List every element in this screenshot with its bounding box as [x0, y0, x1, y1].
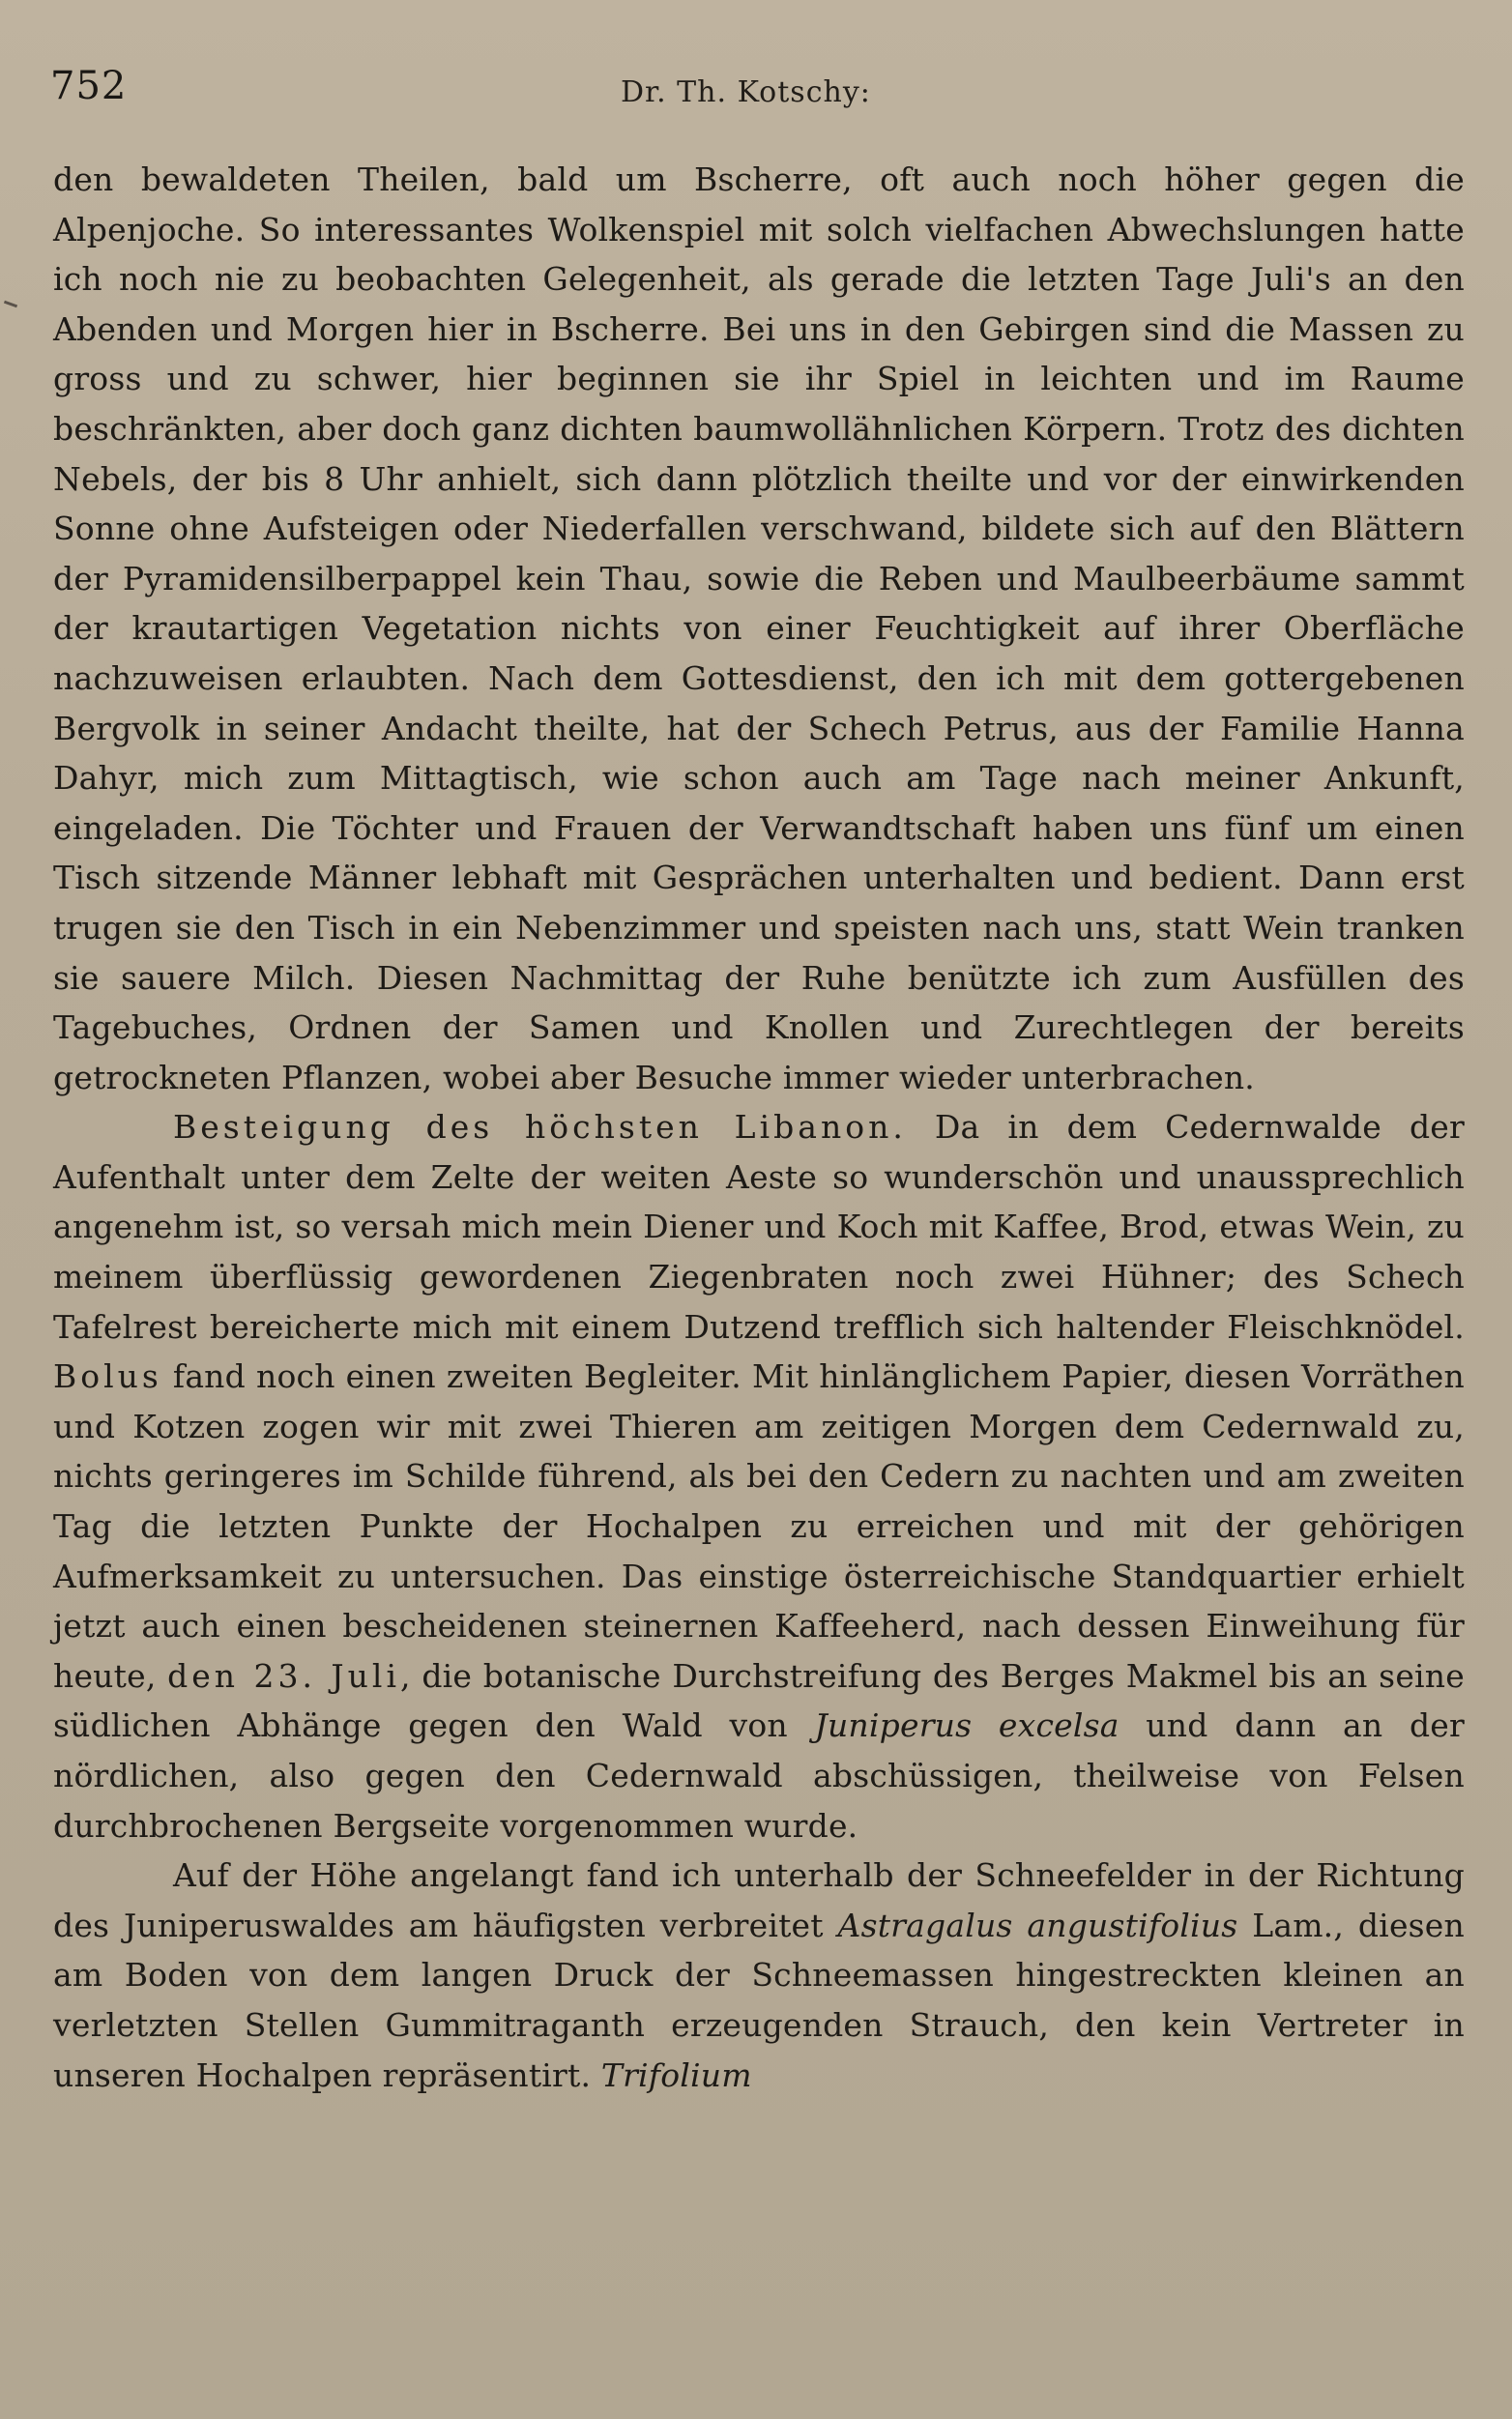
species-name: Trifolium — [600, 2055, 752, 2094]
page-header — [50, 64, 1442, 110]
paragraph-2-text-c: , die botanische Durchstreifung des Berges Makmel bis an seine südlichen Abhänge gegen den Wald von — [53, 1656, 1465, 1745]
paragraph-3-text-a: Auf der Höhe angelangt fand ich unterhalb der Schneefelder in der Richtung des Juniperuswaldes am häufigsten verbreitet — [53, 1856, 1465, 1944]
species-name: Astragalus angustifolius — [837, 1906, 1238, 1944]
paragraph-2-text-b: fand noch einen zweiten Begleiter. Mit hinlänglichem Papier, diesen Vorräthen und Kotzen zogen wir mit zwei Thieren am zeitigen Morgen dem Cedernwald zu, nichts geringeres im Schilde führend, als bei den Cedern zu nachten und am zweiten Tag die letzten Punkte der Hochalpen zu erreichen und mit der gehörigen Aufmerksamkeit zu untersuchen. Das einstige österreichische Standquartier erhielt jetzt auch einen bescheidenen steinernen Kaffeeherd, nach dessen Einweihung für heute, — [53, 1357, 1465, 1695]
margin-mark — [4, 301, 17, 308]
paragraph-3-text-b: Lam., diesen am Boden von dem langen Druck der Schneemassen hingestreckten kleinen an verletzten Stellen Gummitraganth erzeugenden Strauch, den kein Vertreter in unseren Hochalpen repräsentirt. — [53, 1906, 1465, 2094]
paragraph-2 — [53, 1102, 1465, 1851]
paragraph-1: den bewaldeten Theilen, bald um Bscherre, oft auch noch höher gegen die Alpenjoche. So interessantes Wolkenspiel mit solch vielfachen Abwechslungen hatte ich noch nie zu beobachten Gelegenheit, als gerade die letzten Tage Juli's an den Abenden und Morgen hier in Bscherre. Bei uns in den Gebirgen sind die Massen zu gross und zu schwer, hier beginnen sie ihr Spiel in leichten und im Raume beschränkten, aber doch ganz dichten baumwollähnlichen Körpern. Trotz des dichten Nebels, der bis 8 Uhr anhielt, sich dann plötzlich theilte und vor der einwirkenden Sonne ohne Aufsteigen oder Niederfallen verschwand, bildete sich auf den Blättern der Pyramidensilberpappel kein Thau, sowie die Reben und Maulbeerbäume sammt der krautartigen Vegetation nichts von einer Feuchtigkeit auf ihrer Oberfläche nachzuweisen erlaubten. Nach dem Gottesdienst, den ich mit dem gottergebenen Bergvolk in seiner Andacht theilte, hat der Schech Petrus, aus der Familie Hanna Dahyr, mich zum Mittagtisch, wie schon auch am Tage nach meiner Ankunft, eingeladen. Die Töchter und Frauen der Verwandtschaft haben uns fünf um einen Tisch sitzende Männer lebhaft mit Gesprächen unterhalten und bedient. Dann erst trugen sie den Tisch in ein Nebenzimmer und speisten nach uns, statt Wein tranken sie sauere Milch. Diesen Nachmittag der Ruhe benützte ich zum Ausfüllen des Tagebuches, Ordnen der Samen und Knollen und Zurechtlegen der bereits getrockneten Pflanzen, wobei aber Besuche immer wieder unterbrachen. — [53, 160, 1465, 1096]
species-name: Juniperus excelsa — [814, 1706, 1119, 1745]
section-heading: Besteigung des höchsten Libanon. — [173, 1108, 907, 1147]
page-number: 752 — [50, 64, 128, 108]
body-text — [53, 155, 1465, 2100]
paragraph-3 — [53, 1851, 1465, 2100]
name-bolus: Bolus — [53, 1357, 162, 1396]
paragraph-2-text-d: und dann an der nördlichen, also gegen den Cedernwald abschüssigen, theilweise von Felsen durchbrochenen Bergseite vorgenommen wurde. — [53, 1706, 1465, 1845]
paragraph-2-text-a: Da in dem Cedernwalde der Aufenthalt unter dem Zelte der weiten Aeste so wunderschön und unaussprechlich angenehm ist, so versah mich mein Diener und Koch mit Kaffee, Brod, etwas Wein, zu meinem überflüssig gewordenen Ziegenbraten noch zwei Hühner; des Schech Tafelrest bereicherte mich mit einem Dutzend trefflich sich haltender Fleischknödel. — [53, 1108, 1466, 1346]
date-emphasis: den 23. Juli — [167, 1656, 401, 1695]
running-head: Dr. Th. Kotschy: — [621, 75, 871, 109]
